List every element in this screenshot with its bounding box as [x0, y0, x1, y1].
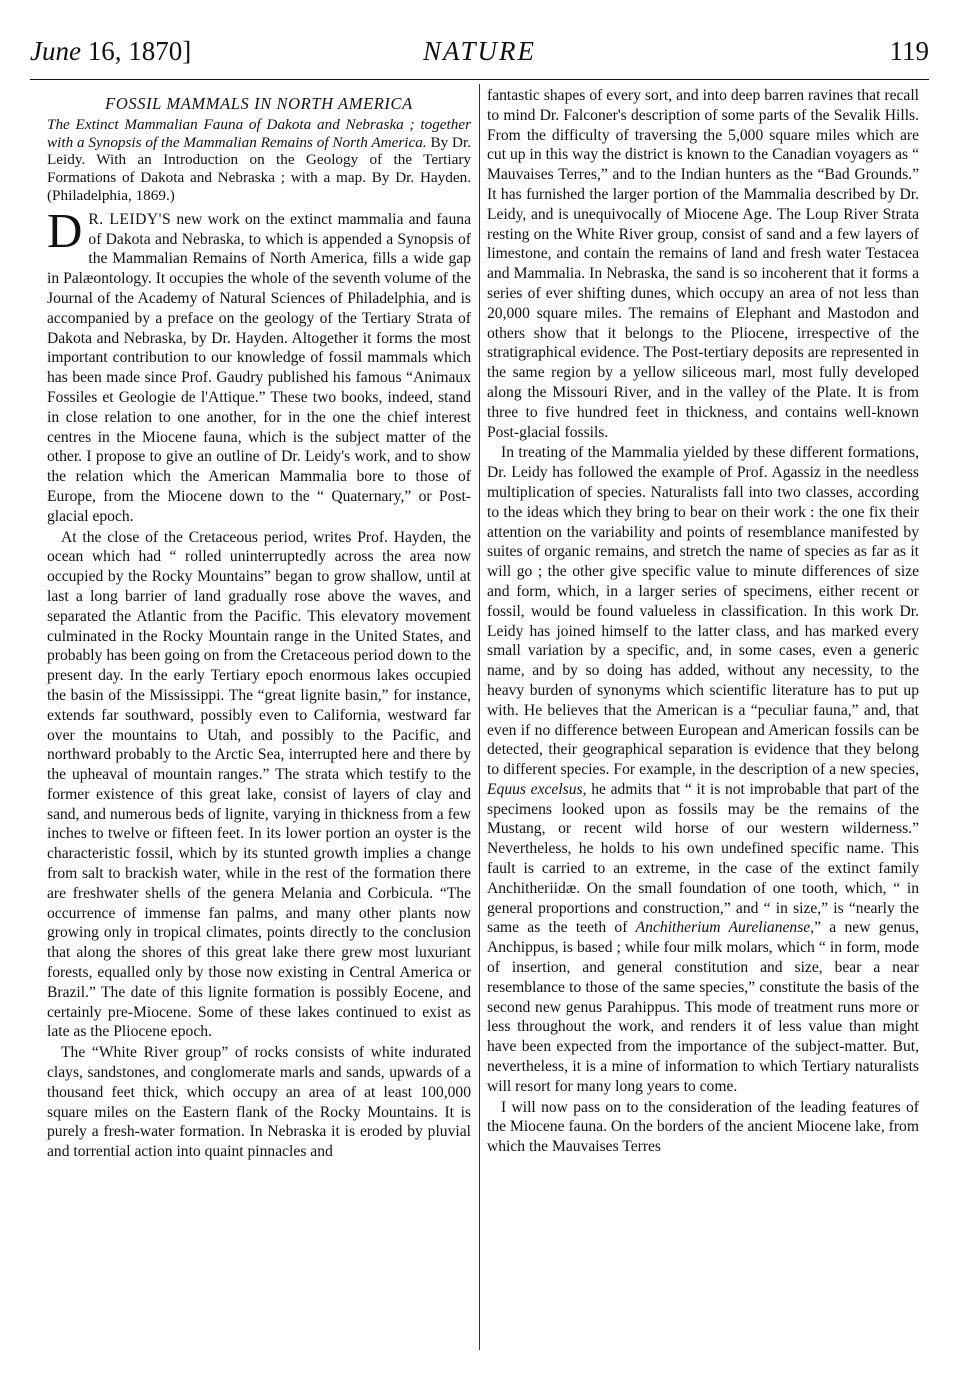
paragraph-2: At the close of the Cretaceous period, writes Prof. Hayden, the ocean which had “ rolled uninterruptedly across the area now occupied by the Rocky Mountains” began to grow shallow, until at last a long barrier of land gradually rose above the waves, and separated the Atlantic from the Pacific. This elevatory movement culminated in the Rocky Mountain range in the United States, and probably has been going on from the Cretaceous period down to the present day. In the early Tertiary epoch enormous lakes occupied the basin of the Mississippi. The “great lignite basin,” for instance, extends far southward, possibly even to California, westward far over the mountains to Utah, and possibly to the Pacific, and northward probably to the Arctic Sea, interrupted here and there by the upheaval of mountain ranges.” The strata which testify to the former existence of this great lake, consist of layers of clay and sand, and numerous beds of lignite, varying in thickness from a few inches to twelve or fifteen feet. In its lower portion an oyster is the characteristic fossil, which by its stunted growth implies a change from salt to brackish water, while in the rest of the formation there are freshwater shells of the genera Melania and Corbicula. “The occurrence of immense fan palms, and many other plants now growing only in tropical climates, points directly to the conclusion that along the shores of this great lake there grew most luxuriant forests, equalled only by those now existing in Central America or Brazil.” The date of this lignite formation is possibly Eocene, and certainly pre-Miocene. Some of these lakes continued to exist as late as the Pliocene epoch. — [47, 528, 471, 1041]
page-number: 119 — [889, 36, 929, 66]
journal-title: NATURE — [423, 36, 536, 66]
paragraph-4 — [487, 443, 919, 1096]
paragraph-4-text-a: In treating of the Mammalia yielded by these different formations, Dr. Leidy has followed the example of Prof. Agassiz in the needless multiplication of species. Naturalists fall into two classes, according to the ideas which they bring to bear on their work : the one fix their attention on the variability and points of resemblance manifested by suites of organic remains, and stretch the name of species as far as it will go ; the other give specific value to minute differences of size and form, which, in a larger series of specimens, either recent or fossil, would be found valueless in classification. In this work Dr. Leidy has joined himself to the latter class, and has marked every small variation by a specific, and, in some cases, even a generic name, and by so doing has added, without any necessity, to the heavy burden of synonyms which scientific literature has to put up with. He believes that the American is a “peculiar fauna,” and, that even if no difference between European and American fossils can be detected, their geographical separation is evidence that they belong to different species. For example, in the description of a new species, — [487, 444, 919, 779]
paragraph-4-text-b: , he admits that “ it is not improbable that part of the specimens looked upon as fossils may be the remains of the Mustang, or recent wild horse of our western wilderness.” Nevertheless, he holds to his own undefined specific name. This fault is carried to an extreme, in the case of the extinct family Anchitheriidæ. On the small foundation of one tooth, which, “ in general proportions and construction,” and “ in size,” is “nearly the same as the teeth of — [487, 780, 919, 937]
paragraph-3-continued: fantastic shapes of every sort, and into deep barren ravines that recall to mind Dr. Falconer's description of some parts of the Sevalik Hills. From the difficulty of traversing the 5,000 square miles which are cut up in this way the district is known to the Canadian voyagers as “ Mauvaises Terres,” and to the Indian hunters as the “Bad Grounds.” It has furnished the larger portion of the Mammalia described by Dr. Leidy, and is unequivocally of Miocene Age. The Loup River Strata resting on the White River group, consist of sand and a few layers of limestone, and contain the remains of land and fresh water Testacea and Mammalia. In Nebraska, the sand is so incoherent that it forms a series of ever shifting dunes, which occupy an area of not less than 20,000 square miles. The remains of Elephant and Mastodon and others show that it belongs to the Pliocene, irrespective of the stratigraphical evidence. The Post-tertiary deposits are represented in the same region by a yellow siliceous marl, most fully developed along the Missouri River, and in the valley of the Plate. It is from three to five hundred feet in thickness, and contains well-known Post-glacial fossils. — [487, 87, 919, 441]
drop-cap: D — [47, 202, 83, 258]
species-name: Equus excelsus — [487, 780, 583, 798]
issue-date-rest: 16, 1870] — [87, 36, 192, 66]
column-divider — [479, 84, 480, 1350]
issue-date-month: June — [30, 36, 81, 66]
lead-in-caps: R. LEIDY'S — [88, 210, 172, 228]
paragraph-1 — [47, 202, 471, 527]
paragraph-4-text-c: ,” a new genus, Anchippus, is based ; while four milk molars, which “ in form, mode of insertion, and general constitution and size, bear a near resemblance to those of the same species,” constitute the basis of the second new genus Parahippus. This mode of treatment runs more or less throughout the work, and renders it of less value than might have been expected from the importance of the subject-matter. But, nevertheless, it is a mine of information to which Tertiary naturalists will resort for many long years to come. — [487, 919, 919, 1095]
book-citation-title: The Extinct Mammalian Fauna of Dakota and Nebraska ; together with a Synopsis of the Mammalian Remains of North America. — [47, 115, 471, 151]
paragraph-3: The “White River group” of rocks consists of white indurated clays, sandstones, and conglomerate marls and sands, upwards of a thousand feet thick, which occupy an area of at least 100,000 square miles on the Eastern flank of the Rocky Mountains. It is purely a fresh-water formation. In Nebraska it is eroded by pluvial and torrential action into quaint pinnacles and — [47, 1044, 471, 1161]
running-head — [30, 36, 929, 76]
book-citation — [47, 116, 471, 205]
right-column — [487, 86, 919, 1157]
article-title: FOSSIL MAMMALS IN NORTH AMERICA — [105, 94, 413, 113]
paragraph-1-text: new work on the extinct mammalia and fauna of Dakota and Nebraska, to which is appended a Synopsis of the Mammalian Remains of North America, fills a wide gap in Palæontology. It occupies the whole of the seventh volume of the Journal of the Academy of Natural Sciences of Philadelphia, and is accompanied by a preface on the geology of the Tertiary Strata of Dakota and Nebraska, by Dr. Hayden. Altogether it forms the most important contribution to our knowledge of fossil mammals which has been made since Prof. Gaudry published his famous “Animaux Fossiles et Geologie de l'Attique.” These two books, indeed, stand in close relation to one another, for in the one the chief interest centres in the Miocene fauna, which is the subject matter of the other. I propose to give an outline of Dr. Leidy's work, and to show the relation which the American Mammalia bore to those of Europe, from the Miocene down to the “ Quaternary,” or Post-glacial epoch. — [47, 210, 471, 525]
genus-name: Anchitherium Aurelianense — [635, 919, 811, 937]
book-citation-rest: By Dr. Leidy. With an Introduction on the Geology of the Tertiary Formations of Dakota and Nebraska ; with a map. By Dr. Hayden. (Philadelphia, 1869.) — [47, 133, 471, 204]
left-column — [47, 86, 471, 1162]
paragraph-5: I will now pass on to the consideration of the leading features of the Miocene fauna. On the borders of the ancient Miocene lake, from which the Mauvaises Terres — [487, 1098, 919, 1156]
header-rule — [30, 79, 929, 80]
